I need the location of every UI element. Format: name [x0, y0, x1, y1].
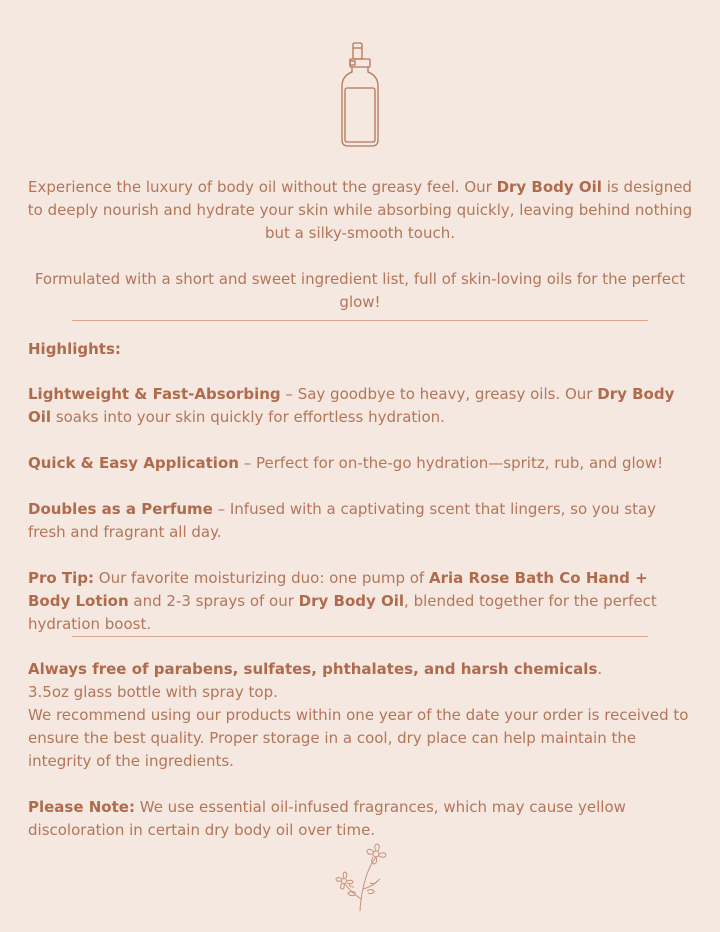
spray-bottle-icon: [336, 40, 384, 150]
divider: [72, 320, 648, 321]
product-details: Always free of parabens, sulfates, phthalates, and harsh chemicals. 3.5oz glass bottle with spray top. We recommend using our products within one year of the date your order is received to ensure the best quality. Proper storage in a cool, dry place can help maintain the integrity of the ingredients.: [28, 660, 689, 770]
intro-paragraph: Experience the luxury of body oil without the greasy feel. Our Dry Body Oil is designed to deeply nourish and hydrate your skin while absorbing quickly, leaving behind nothing but a silky-smooth touch.: [27, 178, 693, 242]
divider: [72, 636, 648, 637]
please-note: Please Note: We use essential oil-infused fragrances, which may cause yellow discoloration in certain dry body oil over time.: [28, 798, 626, 839]
highlights-heading: Highlights:: [28, 340, 121, 358]
product-name: Dry Body Oil: [496, 178, 602, 196]
storage-recommendation: We recommend using our products within one year of the date your order is received to ensure the best quality. Proper storage in a cool, dry place can help maintain the integrity of the ingredients.: [28, 706, 689, 770]
ingredient-paragraph: Formulated with a short and sweet ingredient list, full of skin-loving oils for the perfect glow!: [34, 270, 686, 311]
highlight-item: Lightweight & Fast-Absorbing – Say goodbye to heavy, greasy oils. Our Dry Body Oil soaks into your skin quickly for effortless hydration.: [28, 385, 675, 426]
flower-sprig-icon: [330, 843, 390, 913]
highlight-item: Quick & Easy Application – Perfect for on-the-go hydration—spritz, rub, and glow!: [28, 454, 664, 472]
highlight-item: Doubles as a Perfume – Infused with a captivating scent that lingers, so you stay fresh and fragrant all day.: [28, 500, 657, 541]
pro-tip: Pro Tip: Our favorite moisturizing duo: one pump of Aria Rose Bath Co Hand + Body Lotion and 2-3 sprays of our Dry Body Oil, blended together for the perfect hydration boost.: [28, 569, 657, 633]
bottle-size: 3.5oz glass bottle with spray top.: [28, 683, 278, 701]
